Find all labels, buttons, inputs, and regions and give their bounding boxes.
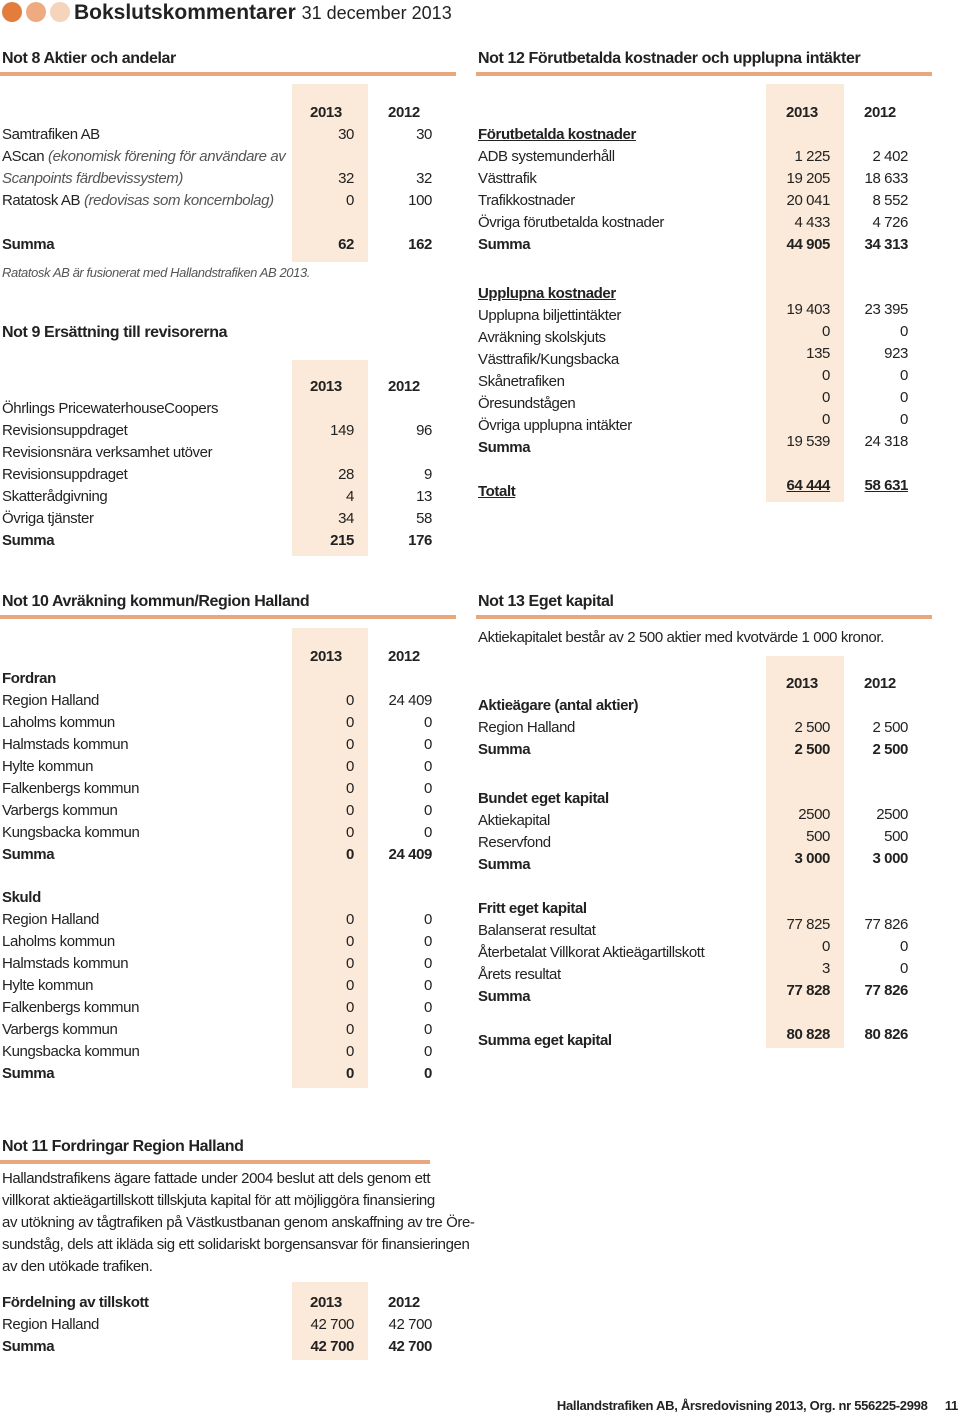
not10-title: Not 10 Avräkning kommun/Region Halland (2, 593, 310, 610)
not13-bundet-v1: 2500 (798, 806, 830, 823)
not10-skuld-v2: 0 (424, 1021, 432, 1038)
not12-upp-v1: 0 (822, 389, 830, 406)
not12-forut-sum-v1: 44 905 (786, 236, 830, 253)
not8-row-v1: 30 (338, 126, 354, 143)
not13-fritt-sum-v1: 77 828 (786, 982, 830, 999)
decor-circle-dark (2, 2, 22, 22)
not13-fritt-sum-v2: 77 826 (864, 982, 908, 999)
not9-row-v1: 4 (346, 488, 354, 505)
not10-fordran-v1: 0 (346, 780, 354, 797)
not12-forut-v2: 18 633 (864, 170, 908, 187)
not10-skuld-label: Halmstads kommun (2, 955, 129, 972)
not10-skuld-sum-v1: 0 (346, 1065, 354, 1082)
not10-fordran-label: Region Halland (2, 692, 99, 709)
not9-row-label: Skatterådgivning (2, 488, 108, 505)
not8-year1: 2013 (310, 104, 342, 121)
not10-fordran-v2: 24 409 (388, 692, 432, 709)
not10-fordran-v2: 0 (424, 780, 432, 797)
not10-fordran-label: Varbergs kommun (2, 802, 118, 819)
not10-fordran-v1: 0 (346, 824, 354, 841)
not12-forut-v2: 4 726 (872, 214, 908, 231)
not9-year1: 2013 (310, 378, 342, 395)
page-footer (557, 1398, 958, 1413)
not10-fordran-heading: Fordran (2, 670, 56, 687)
not10-fordran-v2: 0 (424, 824, 432, 841)
not12-upp-v1: 0 (822, 323, 830, 340)
not11-table-heading: Fördelning av tillskott (2, 1294, 149, 1311)
not11-year1: 2013 (310, 1294, 342, 1311)
not9-row-v1: 34 (338, 510, 354, 527)
not13-fritt-label: Återbetalat Villkorat Aktieägartillskott (478, 944, 705, 961)
not10-skuld-v1: 0 (346, 955, 354, 972)
not8-rule (0, 72, 456, 76)
not13-bundet-sum-label: Summa (478, 856, 531, 873)
not13-agare-sum-label: Summa (478, 741, 531, 758)
not8-row-label: Scanpoints färdbevissystem) (2, 170, 183, 187)
not13-fritt-heading: Fritt eget kapital (478, 900, 587, 917)
not11-text-line: av utökning av tågtrafiken på Västkustbanan genom anskaffning av tre Öre- (2, 1214, 475, 1231)
not13-agare-label: Region Halland (478, 719, 575, 736)
not10-skuld-v1: 0 (346, 933, 354, 950)
not8-row-v1: 0 (346, 192, 354, 209)
not10-skuld-label: Laholms kommun (2, 933, 115, 950)
not12-upp-v1: 0 (822, 411, 830, 428)
header-title: Bokslutskommentarer (74, 1, 296, 24)
not10-fordran-v1: 0 (346, 758, 354, 775)
not11-row-label: Region Halland (2, 1316, 99, 1333)
not10-fordran-sum-v2: 24 409 (388, 846, 432, 863)
not12-forut-sum-v2: 34 313 (864, 236, 908, 253)
page-number: 11 (944, 1398, 958, 1413)
not9-year2: 2012 (388, 378, 420, 395)
not13-total-v2: 80 826 (864, 1026, 908, 1043)
not10-skuld-v2: 0 (424, 999, 432, 1016)
not8-sum-label: Summa (2, 236, 55, 253)
not9-sum-label: Summa (2, 532, 55, 549)
page-header (74, 0, 452, 26)
not10-fordran-sum-label: Summa (2, 846, 55, 863)
not10-fordran-v2: 0 (424, 802, 432, 819)
not8-row-v1: 32 (338, 170, 354, 187)
not8-row-label: Samtrafiken AB (2, 126, 100, 143)
not8-ascan-note: (ekonomisk förening för användare av (47, 148, 286, 165)
not12-upp-v2: 0 (900, 411, 908, 428)
not13-bundet-label: Reservfond (478, 834, 551, 851)
not12-upp-v1: 135 (806, 345, 830, 362)
header-date: 31 december 2013 (301, 3, 452, 23)
not12-total-v2: 58 631 (864, 477, 908, 494)
not10-fordran-label: Kungsbacka kommun (2, 824, 140, 841)
not11-row-v2: 42 700 (388, 1316, 432, 1333)
not13-fritt-v1: 77 825 (786, 916, 830, 933)
not12-upp-label: Skånetrafiken (478, 373, 565, 390)
not8-sum-v2: 162 (408, 236, 432, 253)
not10-fordran-v1: 0 (346, 714, 354, 731)
not10-skuld-v1: 0 (346, 999, 354, 1016)
not12-upp-sum-v2: 24 318 (864, 433, 908, 450)
not10-fordran-v2: 0 (424, 736, 432, 753)
not11-text-line: sundståg, dels att ikläda sig ett solidariskt borgensansvar för finansieringen (2, 1236, 470, 1253)
not8-sum-v1: 62 (338, 236, 354, 253)
not12-title: Not 12 Förutbetalda kostnader och upplupna intäkter (478, 50, 861, 67)
not8-year2: 2012 (388, 104, 420, 121)
not8-row-label (2, 190, 274, 212)
not12-forut-v1: 20 041 (786, 192, 830, 209)
not13-total-label: Summa eget kapital (478, 1032, 612, 1049)
not10-fordran-v2: 0 (424, 758, 432, 775)
not11-text-line: villkorat aktieägartillskott tillskjuta kapital för att möjliggöra finansiering (2, 1192, 435, 1209)
not10-fordran-v1: 0 (346, 692, 354, 709)
not13-rule (476, 615, 932, 619)
not12-year2: 2012 (864, 104, 896, 121)
not12-upp-sum-v1: 19 539 (786, 433, 830, 450)
not12-upp-v1: 0 (822, 367, 830, 384)
not10-fordran-label: Falkenbergs kommun (2, 780, 140, 797)
not10-skuld-label: Kungsbacka kommun (2, 1043, 140, 1060)
footer-text: Hallandstrafiken AB, Årsredovisning 2013, Org. nr 556225-2998 (556, 1398, 928, 1413)
not10-skuld-label: Hylte kommun (2, 977, 94, 994)
not10-fordran-label: Hylte kommun (2, 758, 94, 775)
not10-rule (0, 615, 456, 619)
not12-forut-heading: Förutbetalda kostnader (478, 126, 636, 143)
not13-fritt-v2: 0 (900, 960, 908, 977)
not13-bundet-v2: 500 (884, 828, 908, 845)
not12-forut-v2: 8 552 (872, 192, 908, 209)
not13-agare-sum-v1: 2 500 (794, 741, 830, 758)
not11-sum-v2: 42 700 (388, 1338, 432, 1355)
not11-row-v1: 42 700 (310, 1316, 354, 1333)
not12-upp-v1: 19 403 (786, 301, 830, 318)
not8-ratatosk-note: (redovisas som koncernbolag) (83, 192, 274, 209)
not13-year2: 2012 (864, 675, 896, 692)
not8-title: Not 8 Aktier och andelar (2, 50, 176, 67)
not11-title: Not 11 Fordringar Region Halland (2, 1138, 244, 1155)
not11-text-line: Hallandstrafikens ägare fattade under 2004 beslut att dels genom ett (2, 1170, 431, 1187)
not13-agare-v2: 2 500 (872, 719, 908, 736)
not13-bundet-label: Aktiekapital (478, 812, 550, 829)
decor-circle-mid (26, 2, 46, 22)
not12-upp-v2: 923 (884, 345, 908, 362)
not13-fritt-sum-label: Summa (478, 988, 531, 1005)
not13-title: Not 13 Eget kapital (478, 593, 614, 610)
not9-title: Not 9 Ersättning till revisorerna (2, 324, 228, 341)
not8-ratatosk-label: Ratatosk AB (2, 192, 81, 209)
not13-fritt-v1: 3 (822, 960, 830, 977)
not11-text-line: av den utökade trafiken. (2, 1258, 153, 1275)
not12-upp-label: Upplupna biljettintäkter (478, 307, 621, 324)
not8-row-v2: 32 (416, 170, 432, 187)
not9-row-v1: 28 (338, 466, 354, 483)
not12-upp-v2: 0 (900, 367, 908, 384)
not9-row-label: Öhrlings PricewaterhouseCoopers (2, 400, 219, 417)
not13-bundet-sum-v2: 3 000 (872, 850, 908, 867)
not9-row-v2: 9 (424, 466, 432, 483)
not13-year1: 2013 (786, 675, 818, 692)
not10-skuld-sum-label: Summa (2, 1065, 55, 1082)
not13-intro: Aktiekapitalet består av 2 500 aktier med kvotvärde 1 000 kronor. (478, 629, 884, 646)
not10-year2: 2012 (388, 648, 420, 665)
not13-agare-heading: Aktieägare (antal aktier) (478, 697, 639, 714)
not10-skuld-v2: 0 (424, 1043, 432, 1060)
not8-row-v2: 100 (408, 192, 432, 209)
not12-forut-v1: 1 225 (794, 148, 830, 165)
not12-forut-label: Västtrafik (478, 170, 537, 187)
not13-bundet-heading: Bundet eget kapital (478, 790, 609, 807)
not9-row-v2: 58 (416, 510, 432, 527)
not12-upp-label: Västtrafik/Kungsbacka (478, 351, 619, 368)
not12-forut-v1: 19 205 (786, 170, 830, 187)
not10-skuld-label: Varbergs kommun (2, 1021, 118, 1038)
not12-total-v1: 64 444 (786, 477, 830, 494)
not12-upp-label: Övriga upplupna intäkter (478, 417, 632, 434)
decor-circle-light (50, 2, 70, 22)
not10-skuld-sum-v2: 0 (424, 1065, 432, 1082)
not11-sum-label: Summa (2, 1338, 55, 1355)
not9-sum-v1: 215 (330, 532, 354, 549)
not10-skuld-v2: 0 (424, 955, 432, 972)
not10-fordran-v1: 0 (346, 736, 354, 753)
not11-year2: 2012 (388, 1294, 420, 1311)
not12-rule (476, 72, 932, 76)
not10-skuld-v1: 0 (346, 1043, 354, 1060)
not10-skuld-v1: 0 (346, 911, 354, 928)
not12-forut-sum-label: Summa (478, 236, 531, 253)
not9-row-label: Revisionsnära verksamhet utöver (2, 444, 213, 461)
not13-bundet-sum-v1: 3 000 (794, 850, 830, 867)
not9-sum-v2: 176 (408, 532, 432, 549)
not13-fritt-label: Balanserat resultat (478, 922, 596, 939)
not10-skuld-v1: 0 (346, 1021, 354, 1038)
not10-fordran-v1: 0 (346, 802, 354, 819)
not12-forut-v2: 2 402 (872, 148, 908, 165)
not10-fordran-label: Halmstads kommun (2, 736, 129, 753)
not10-skuld-heading: Skuld (2, 889, 41, 906)
not13-fritt-label: Årets resultat (478, 966, 561, 983)
not12-forut-label: Övriga förutbetalda kostnader (478, 214, 665, 231)
not13-total-v1: 80 828 (786, 1026, 830, 1043)
not10-skuld-v2: 0 (424, 977, 432, 994)
not13-bundet-v2: 2500 (876, 806, 908, 823)
not12-total-label: Totalt (478, 483, 516, 500)
not10-skuld-label: Falkenbergs kommun (2, 999, 140, 1016)
not11-sum-v1: 42 700 (310, 1338, 354, 1355)
not9-row-label: Revisionsuppdraget (2, 466, 128, 483)
not9-row-label: Revisionsuppdraget (2, 422, 128, 439)
not9-row-v2: 96 (416, 422, 432, 439)
not12-upp-v2: 0 (900, 323, 908, 340)
not12-forut-v1: 4 433 (794, 214, 830, 231)
not12-forut-label: Trafikkostnader (478, 192, 575, 209)
not12-upp-label: Avräkning skolskjuts (478, 329, 606, 346)
not8-row-v2: 30 (416, 126, 432, 143)
not13-fritt-v1: 0 (822, 938, 830, 955)
not13-fritt-v2: 77 826 (864, 916, 908, 933)
not9-row-label: Övriga tjänster (2, 510, 94, 527)
not12-upp-heading: Upplupna kostnader (478, 285, 616, 302)
not10-fordran-v2: 0 (424, 714, 432, 731)
not9-row-v2: 13 (416, 488, 432, 505)
not13-agare-v1: 2 500 (794, 719, 830, 736)
not10-skuld-v1: 0 (346, 977, 354, 994)
not12-upp-sum-label: Summa (478, 439, 531, 456)
not10-fordran-sum-v1: 0 (346, 846, 354, 863)
not8-footnote: Ratatosk AB är fusionerat med Hallandstrafiken AB 2013. (2, 265, 310, 280)
not10-skuld-v2: 0 (424, 911, 432, 928)
not10-skuld-label: Region Halland (2, 911, 99, 928)
not10-fordran-label: Laholms kommun (2, 714, 115, 731)
not9-row-v1: 149 (330, 422, 354, 439)
not12-upp-v2: 23 395 (864, 301, 908, 318)
not13-fritt-v2: 0 (900, 938, 908, 955)
not12-year1: 2013 (786, 104, 818, 121)
not13-bundet-v1: 500 (806, 828, 830, 845)
not12-upp-v2: 0 (900, 389, 908, 406)
not11-rule (0, 1160, 430, 1164)
not10-year1: 2013 (310, 648, 342, 665)
not8-row-label (2, 146, 285, 168)
not8-ascan-label: AScan (2, 148, 45, 165)
not10-skuld-v2: 0 (424, 933, 432, 950)
not12-upp-label: Öresundstågen (478, 395, 576, 412)
not12-forut-label: ADB systemunderhåll (478, 148, 615, 165)
not13-agare-sum-v2: 2 500 (872, 741, 908, 758)
